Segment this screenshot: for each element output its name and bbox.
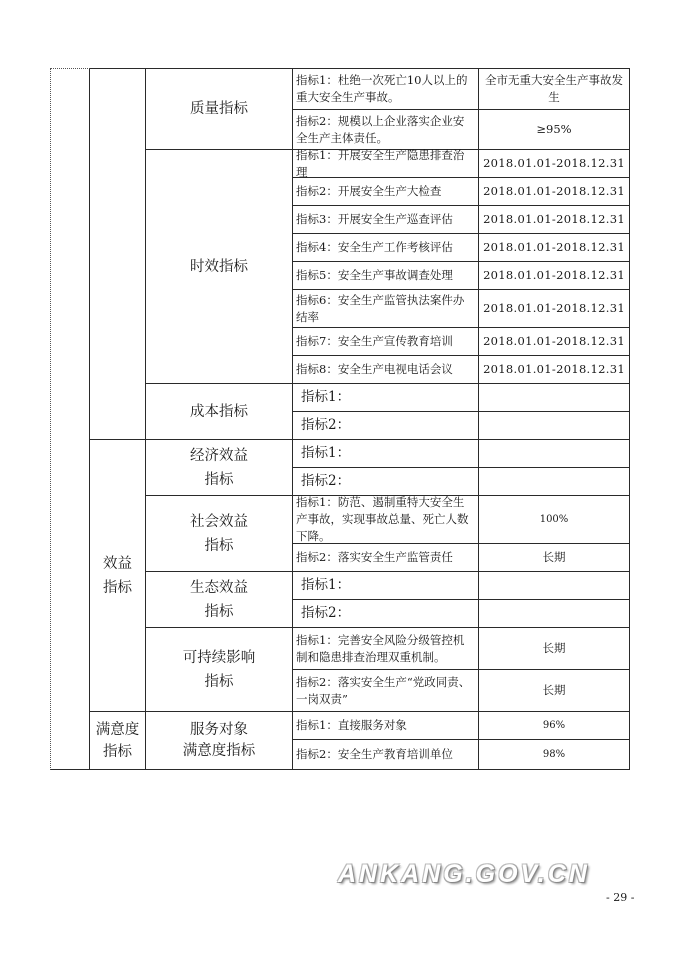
- level3-label: 可持续影响 指标: [182, 649, 256, 690]
- level3-cell-sustainable: [146, 628, 293, 712]
- indicator-cell: [293, 496, 479, 544]
- page-number: - 29 -: [606, 891, 635, 904]
- target-value-text: ≥95%: [536, 122, 572, 136]
- level2-label: 满意度指标: [95, 721, 140, 760]
- level3-cell-service: [146, 712, 293, 770]
- watermark: ANKANG.GOV.CN: [338, 860, 590, 888]
- indicator-text: 指标7：安全生产宣传教育培训: [296, 334, 453, 348]
- target-value-cell: [479, 384, 630, 412]
- indicator-cell: [293, 234, 479, 262]
- indicator-cell: [293, 384, 479, 412]
- target-value-cell: [479, 740, 630, 770]
- target-value-text: 2018.01.01-2018.12.31: [483, 184, 625, 198]
- indicator-cell: [293, 206, 479, 234]
- target-value-text: 2018.01.01-2018.12.31: [483, 268, 625, 282]
- target-value-cell: [479, 600, 630, 628]
- indicator-cell: [293, 68, 479, 110]
- target-value-text: 2018.01.01-2018.12.31: [483, 156, 625, 170]
- target-value-cell: [479, 412, 630, 440]
- indicator-cell: [293, 328, 479, 356]
- target-value-cell: [479, 178, 630, 206]
- target-value-text: 长期: [542, 683, 566, 697]
- target-value-cell: [479, 262, 630, 290]
- indicator-text: 指标1：: [301, 445, 351, 461]
- level3-cell-cost: [146, 384, 293, 440]
- indicator-cell: [293, 740, 479, 770]
- target-value-cell: [479, 206, 630, 234]
- indicator-cell: [293, 440, 479, 468]
- level3-cell-timeliness: [146, 150, 293, 384]
- indicator-cell: [293, 600, 479, 628]
- indicator-text: 指标2：: [301, 417, 351, 433]
- indicator-text: 指标2：落实安全生产“党政同责、一岗双责”: [296, 674, 471, 706]
- indicator-text: 指标5：安全生产事故调查处理: [296, 268, 453, 282]
- indicator-text: 指标8：安全生产电视电话会议: [296, 362, 453, 376]
- level2-label: 效益指标: [103, 555, 132, 596]
- indicator-cell: [293, 262, 479, 290]
- level3-cell-ecological: [146, 572, 293, 628]
- indicator-cell: [293, 356, 479, 384]
- target-value-cell: [479, 712, 630, 740]
- level3-cell-social: [146, 496, 293, 572]
- target-value-text: 全市无重大安全生产事故发生: [485, 73, 623, 104]
- indicator-text: 指标1：: [301, 577, 351, 593]
- target-value-text: 100%: [539, 514, 569, 525]
- indicator-text: 指标6：安全生产监管执法案件办结率: [296, 292, 465, 324]
- level2-cell-benefit: [90, 440, 146, 712]
- level3-label: 经济效益 指标: [190, 447, 248, 488]
- target-value-text: 长期: [542, 550, 566, 564]
- indicator-cell: [293, 110, 479, 150]
- target-value-cell: [479, 290, 630, 328]
- target-value-cell: [479, 234, 630, 262]
- indicator-cell: [293, 670, 479, 712]
- indicator-text: 指标1：直接服务对象: [296, 718, 407, 732]
- level2-cell-output: [90, 68, 146, 440]
- target-value-cell: [479, 110, 630, 150]
- level3-label: 生态效益 指标: [190, 579, 248, 620]
- indicator-cell: [293, 572, 479, 600]
- indicator-text: 指标1：: [301, 389, 351, 405]
- indicator-text: 指标2：规模以上企业落实企业安全生产主体责任。: [296, 113, 465, 145]
- indicator-cell: [293, 712, 479, 740]
- indicator-text: 指标1：开展安全生产隐患排查治理: [296, 147, 465, 179]
- target-value-cell: [479, 150, 630, 178]
- indicator-cell: [293, 178, 479, 206]
- level2-cell-satisfaction: [90, 712, 146, 770]
- level3-cell-economic: [146, 440, 293, 496]
- indicator-cell: [293, 290, 479, 328]
- target-value-text: 2018.01.01-2018.12.31: [483, 240, 625, 254]
- indicator-text: 指标2：: [301, 605, 351, 621]
- target-value-text: 2018.01.01-2018.12.31: [483, 212, 625, 226]
- indicator-text: 指标1：杜绝一次死亡10人以上的重大安全生产事故。: [296, 73, 468, 104]
- indicator-text: 指标2：开展安全生产大检查: [296, 184, 442, 198]
- target-value-cell: [479, 572, 630, 600]
- indicator-text: 指标2：: [301, 473, 351, 489]
- indicator-cell: [293, 147, 479, 179]
- indicator-text: 指标4：安全生产工作考核评估: [296, 240, 453, 254]
- target-value-cell: [479, 544, 630, 572]
- target-value-cell: [479, 496, 630, 544]
- target-value-cell: [479, 356, 630, 384]
- target-value-cell: [479, 328, 630, 356]
- indicator-cell: [293, 412, 479, 440]
- indicator-cell: [293, 544, 479, 572]
- target-value-cell: [479, 468, 630, 496]
- indicator-cell: [293, 468, 479, 496]
- target-value-text: 长期: [542, 641, 566, 655]
- target-value-text: 2018.01.01-2018.12.31: [483, 334, 625, 348]
- indicator-cell: [293, 628, 479, 670]
- indicator-text: 指标2：安全生产教育培训单位: [296, 747, 453, 761]
- target-value-text: 2018.01.01-2018.12.31: [483, 362, 625, 376]
- target-value-cell: [479, 440, 630, 468]
- indicator-text: 指标1：完善安全风险分级管控机制和隐患排查治理双重机制。: [296, 632, 465, 664]
- target-value-text: 96%: [542, 720, 566, 731]
- level3-label: 成本指标: [190, 403, 248, 420]
- target-value-cell: [479, 628, 630, 670]
- target-value-cell: [479, 68, 630, 110]
- level3-cell-quality: [146, 68, 293, 150]
- target-value-text: 98%: [542, 749, 566, 760]
- indicator-text: 指标1：防范、遏制重特大安全生产事故，实现事故总量、死亡人数下降。: [296, 495, 469, 543]
- level1-cell: [50, 68, 90, 770]
- indicator-text: 指标3：开展安全生产巡查评估: [296, 212, 453, 226]
- level3-label: 质量指标: [190, 101, 248, 117]
- target-value-text: 2018.01.01-2018.12.31: [483, 301, 625, 315]
- indicator-text: 指标2：落实安全生产监管责任: [296, 550, 453, 564]
- level3-label: 社会效益 指标: [190, 513, 248, 554]
- level3-label: 服务对象 满意度指标: [182, 721, 256, 759]
- level3-label: 时效指标: [190, 258, 248, 275]
- target-value-cell: [479, 670, 630, 712]
